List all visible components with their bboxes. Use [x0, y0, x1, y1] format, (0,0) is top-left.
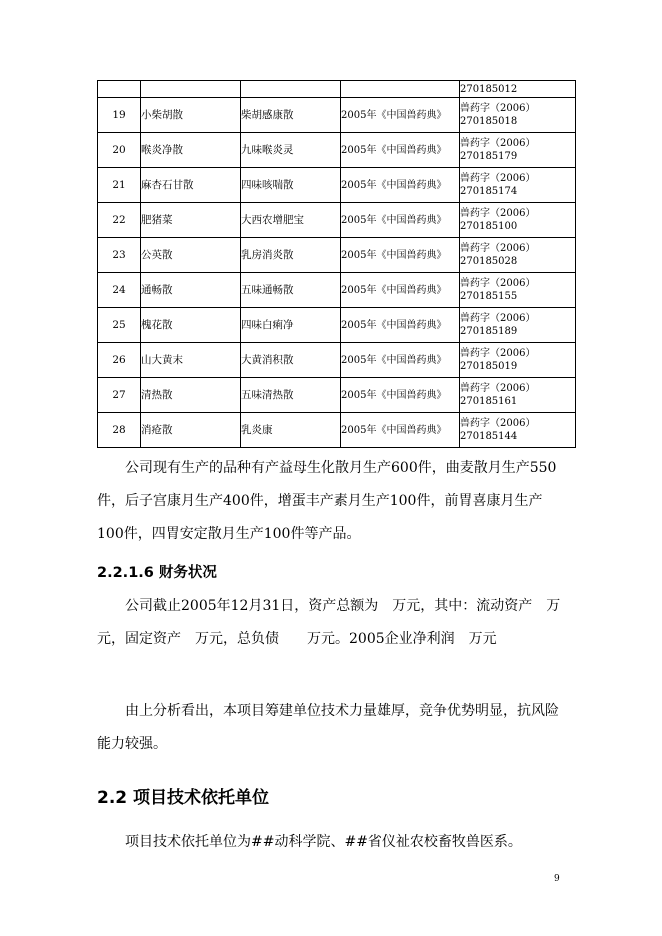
- approval-code-cell: 兽药字（2006）270185100: [460, 203, 576, 238]
- page-number: 9: [554, 874, 560, 884]
- trade-name-cell: 乳房消炎散: [241, 238, 341, 273]
- table-row: [98, 273, 576, 308]
- trade-name-cell: 大西农增肥宝: [241, 203, 341, 238]
- trade-name-cell: 大黄消积散: [241, 343, 341, 378]
- row-number-cell: 25: [98, 308, 141, 343]
- drug-name-cell: 小柴胡散: [141, 98, 241, 133]
- approval-code-cell: 兽药字（2006）270185144: [460, 413, 576, 448]
- table-row: [98, 133, 576, 168]
- table-row: [98, 413, 576, 448]
- approval-code-cell: 兽药字（2006）270185179: [460, 133, 576, 168]
- drug-name-cell: 通畅散: [141, 273, 241, 308]
- table-row: [98, 98, 576, 133]
- approval-code-cell: 兽药字（2006）270185189: [460, 308, 576, 343]
- tech-support-paragraph: 项目技术依托单位为##动科学院、##省仪祉农校畜牧兽医系。: [125, 834, 522, 850]
- standard-cell: 2005年《中国兽药典》: [341, 133, 460, 168]
- approval-code-cell: 兽药字（2006）270185155: [460, 273, 576, 308]
- trade-name-cell: 五味清热散: [241, 378, 341, 413]
- approval-code-cell: 270185012: [460, 81, 576, 98]
- table-row: [98, 81, 576, 98]
- drug-name-cell: 槐花散: [141, 308, 241, 343]
- drug-name-cell: 麻杏石甘散: [141, 168, 241, 203]
- drug-name-cell: 喉炎净散: [141, 133, 241, 168]
- table-row: [98, 168, 576, 203]
- trade-name-cell: 乳炎康: [241, 413, 341, 448]
- finance-paragraph: 公司截止2005年12月31日，资产总额为 万元，其中：流动资产 万元，固定资产 万元，总负债 万元。2005企业净利润 万元: [97, 598, 561, 647]
- standard-cell: 2005年《中国兽药典》: [341, 168, 460, 203]
- drug-name-cell: [141, 81, 241, 98]
- trade-name-cell: 九味喉炎灵: [241, 133, 341, 168]
- table-body: [98, 81, 576, 448]
- row-number-cell: 26: [98, 343, 141, 378]
- trade-name-cell: 五味通畅散: [241, 273, 341, 308]
- drug-name-cell: 消疮散: [141, 413, 241, 448]
- standard-cell: 2005年《中国兽药典》: [341, 238, 460, 273]
- approval-code-cell: 兽药字（2006）270185018: [460, 98, 576, 133]
- trade-name-cell: 四味咳喘散: [241, 168, 341, 203]
- table-row: [98, 238, 576, 273]
- approval-code-cell: 兽药字（2006）270185028: [460, 238, 576, 273]
- finance-heading: 2.2.1.6 财务状况: [97, 565, 217, 581]
- standard-cell: 2005年《中国兽药典》: [341, 98, 460, 133]
- veterinary-drug-table: [97, 80, 576, 448]
- drug-name-cell: 肥猪菜: [141, 203, 241, 238]
- standard-cell: 2005年《中国兽药典》: [341, 413, 460, 448]
- approval-code-cell: 兽药字（2006）270185174: [460, 168, 576, 203]
- table-row: [98, 308, 576, 343]
- row-number-cell: 21: [98, 168, 141, 203]
- table-row: [98, 203, 576, 238]
- production-paragraph: 公司现有生产的品种有产益母生化散月生产600件，曲麦散月生产550件，后子宫康月生产400件，增蛋丰产素月生产100件，前胃喜康月生产100件，四胃安定散月生产100件等产品。: [97, 460, 557, 542]
- row-number-cell: 24: [98, 273, 141, 308]
- standard-cell: 2005年《中国兽药典》: [341, 343, 460, 378]
- trade-name-cell: 柴胡感康散: [241, 98, 341, 133]
- standard-cell: 2005年《中国兽药典》: [341, 308, 460, 343]
- standard-cell: [341, 81, 460, 98]
- row-number-cell: 23: [98, 238, 141, 273]
- approval-code-cell: 兽药字（2006）270185161: [460, 378, 576, 413]
- drug-name-cell: 清热散: [141, 378, 241, 413]
- row-number-cell: 20: [98, 133, 141, 168]
- drug-name-cell: 山大黄末: [141, 343, 241, 378]
- table-row: [98, 378, 576, 413]
- trade-name-cell: 四味白痢净: [241, 308, 341, 343]
- trade-name-cell: [241, 81, 341, 98]
- row-number-cell: 27: [98, 378, 141, 413]
- tech-support-heading: 2.2 项目技术依托单位: [97, 788, 270, 808]
- table-row: [98, 343, 576, 378]
- row-number-cell: [98, 81, 141, 98]
- drug-name-cell: 公英散: [141, 238, 241, 273]
- approval-code-cell: 兽药字（2006）270185019: [460, 343, 576, 378]
- standard-cell: 2005年《中国兽药典》: [341, 273, 460, 308]
- row-number-cell: 22: [98, 203, 141, 238]
- row-number-cell: 28: [98, 413, 141, 448]
- standard-cell: 2005年《中国兽药典》: [341, 378, 460, 413]
- row-number-cell: 19: [98, 98, 141, 133]
- standard-cell: 2005年《中国兽药典》: [341, 203, 460, 238]
- analysis-paragraph: 由上分析看出，本项目筹建单位技术力量雄厚，竞争优势明显，抗风险能力较强。: [97, 703, 559, 752]
